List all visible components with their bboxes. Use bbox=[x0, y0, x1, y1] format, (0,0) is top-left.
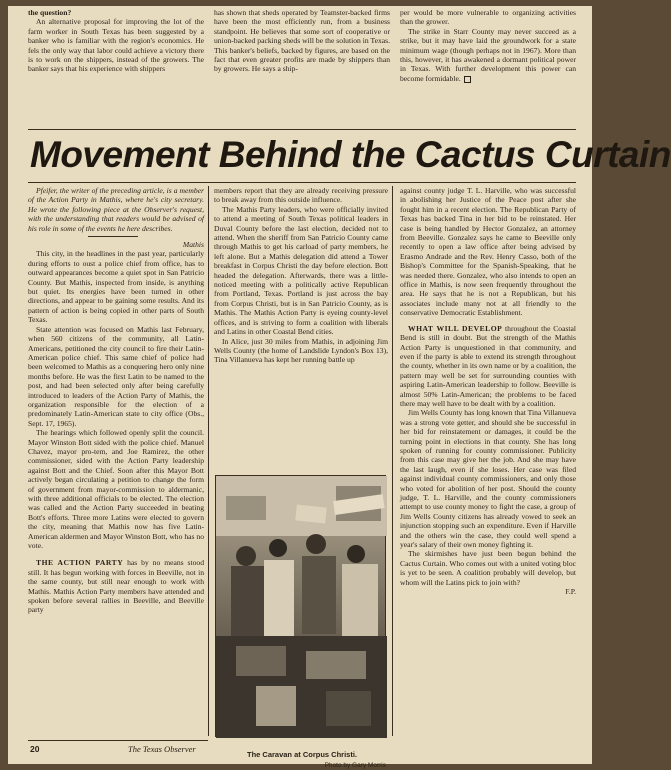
photo-caption: The Caravan at Corpus Christi. bbox=[246, 750, 358, 759]
section-lead-what-will-develop: WHAT WILL DEVELOP bbox=[408, 323, 503, 333]
signoff-initials: F.P. bbox=[565, 587, 576, 597]
headline-rule-top bbox=[28, 129, 576, 130]
col3-paragraph-3: Jim Wells County has long known that Tina Villanueva was a strong vote getter, and should she be successful in her bid for reinstatement or damages, it could be the turning point in elections in that county. She has long spoken of running for county commissioner. Publicity from this case may give her the job. And she may have the last laugh, even if she loses. Her case was filed against individual county commissioners, and only those who voted for abolition of her post. Should the county judge, T. L. Harville, and the county commissioners attempt to use county money to fight the case, a group of Jim Wells County citizens has already vowed to seek an injunction stopping such an expenditure. Even if Harville and the others win the case, they could well spend a year's salary of their own money fighting it. bbox=[400, 408, 576, 550]
col1-paragraph-2: State attention was focused on Mathis last February, when 560 citizens of the community, all Latin-Americans, petitioned the city council to fire their Latin-American police chief. This same chief of police had been welcomed to Mathis as a conquering hero only nine months before. He was the first Latin to be named to the post, and had been selected only after being carefully introduced to leaders of the Action Party of Mathis, the organization responsible for the election of a predominately Latin-American state to city office (Obs., Sept. 17, 1965). bbox=[28, 324, 204, 428]
col1-paragraph-4-text: has by no means stood still. It has begun working with forces in Beeville, not in the same county, but still near enough to work with Mathis. Mathis Action Party members have attended and spoken before several rallies in Beeville, and Beeville party bbox=[28, 558, 204, 615]
col2-paragraph-1: members report that they are already receiving pressure to break away from this outside influence. bbox=[214, 186, 388, 205]
article-column-1 bbox=[28, 186, 204, 615]
col2-paragraph-2: The Mathis Party leaders, who were officially invited to attend a meeting of South Texas political leaders in Duval County before the last election, decided not to attend. When the sheriff from San Patricio County came through Mathis to get his carload of party members, he left alone. But a Mathis delegation did attend a Tower breakfast in Corpus Christi the day before election. Bott headed the delegation. Afterwards, there was a little-noticed meeting with a politically active Republican from Portland, Texas. Portland is just across the bay from Corpus Christi, but is in San Patricio County, as is Mathis. The Mathis Action Party is eyeing county-level offices, and is striving to form a coalition with liberals and Latins in other Coastal Bend cities. bbox=[214, 204, 388, 337]
end-mark-icon bbox=[464, 76, 471, 83]
top-col1-paragraph: An alternative proposal for improving the lot of the farm worker in South Texas has been suggested by a banker who is familiar with the region's economics. He fels the only way that labor could achieve a victory there is to work on the shippers, instead of the growers. The banker says that his experience with shippers bbox=[28, 17, 204, 74]
article-column-3 bbox=[400, 186, 576, 596]
intro-rule bbox=[88, 236, 138, 237]
col3-paragraph-1: against county judge T. L. Harville, who was successful in abolishing her Justice of the Peace post after she fought him in a recent election. The Republican Party of Texas has backed Tina in her bid to be reinstated. Her case is being handled by Hector Gonzalez, an attorney from Beeville. Gonzalez says he came to Beeville only recently to open a law office after being advised by Erasmo Andrade and the Rev. Henry Casso, both of the Bishop's Committee for the Spanish-Speaking, that he was needed there. Gonzalez, who also intends to open an office in Mathis, is now seen frequently throughout the area. He says that he is not a Republican, but his associates include many not at all friendly to the conservative Democratic Establishment. bbox=[400, 186, 576, 318]
article-column-2 bbox=[214, 186, 388, 365]
column-divider-2 bbox=[392, 186, 393, 736]
dateline: Mathis bbox=[182, 240, 204, 250]
top-col2-paragraph: has shown that sheds operated by Teamster-backed firms have been the most efficiently run, from a business standpoint. He believes that some sort of cooperative or union-backed packing sheds will be the solution in Texas. This banker's beliefs, backed by figures, are based on the fact that even greater profits are made by shippers than by growers. He says a ship- bbox=[214, 8, 390, 74]
top-col3-paragraph-2 bbox=[400, 27, 576, 83]
col3-paragraph-2-text: throughout the Coastal Bend is still in doubt. But the strength of the Mathis Action Party is unquestioned in that community, and even if the party is able to extend its strength throughout the county, whether in its own name or by a coalition, the pattern may well be set for surrounding counties with aspiring Latin-American leadership to follow. Beeville is almost 50% Latin-American; the problems to be faced there may well have to be dealt with by a coalition. bbox=[400, 323, 577, 408]
col1-paragraph-3: The hearings which followed openly split the council. Mayor Winston Bott sided with the police chief. Manuel Chavez, mayor pro-tem, and Joe Ramirez, the other commissioner, sided with the Action Party leadership against Bott and the Chief. Soon after this Mayor Bott actively began circulating a petition to change the form of government from mayor-commission to aldermanic, with three additional officials to be elected. The election was called and the Action Party succeeded in beating Bott's efforts. Three more Latins were elected to govern the city, meaning that Mathis now has five Latin-American aldermen and Mayor Winston Bott, who has no vote. bbox=[28, 428, 204, 551]
top-column-2 bbox=[214, 8, 390, 74]
top-column-1 bbox=[28, 8, 204, 74]
section-lead-action-party: THE ACTION PARTY bbox=[36, 558, 124, 568]
headline: Movement Behind the Cactus Curtain bbox=[30, 134, 671, 175]
col1-paragraph-4 bbox=[28, 558, 204, 614]
col3-paragraph-2 bbox=[400, 324, 576, 409]
col1-paragraph-1: This city, in the headlines in the past year, particularly during efforts to oust a police chief from office, has to outward appearances become a quiet spot in San Patricio County. But Mathis, inspected from inside, is anything but quiet. Its energies have been turned in other directions, and appear to be gaining some results. And its pattern of action is being copied in other parts of South Texas. bbox=[28, 249, 204, 325]
crowd-photo-illustration bbox=[216, 476, 387, 738]
top-col3-text: The strike in Starr County may never succeed as a strike, but it may have laid the groundwork for a state minimum wage (though perhaps not in 1967). More than this, however, it has awakened a dormant political power in Texas. With further development this power can become formidable. bbox=[400, 26, 576, 83]
top-col1-lead: the question? bbox=[28, 8, 72, 17]
page-number: 20 bbox=[30, 744, 40, 754]
footer-rule bbox=[28, 740, 208, 741]
top-column-3 bbox=[400, 8, 576, 83]
top-col3-paragraph-1: per would be more vulnerable to organizing activities than the grower. bbox=[400, 8, 576, 27]
column-divider-1 bbox=[208, 186, 209, 736]
col3-paragraph-4: The skirmishes have just been begun behind the Cactus Curtain. Who comes out with a united voting bloc is yet to be seen. A coalition probably will develop, but whom will the Latins pick to join with? bbox=[400, 549, 576, 587]
intro-note: Pfeifer, the writer of the preceding article, is a member of the Action Party in Mathis, where he's city secretary. He wrote the following piece at the Observer's request, with the understanding that readers would be advised of his role in some of the events he here describes. bbox=[28, 186, 204, 233]
publication-name: The Texas Observer bbox=[128, 744, 196, 754]
col2-paragraph-3: In Alice, just 30 miles from Mathis, in adjoining Jim Wells County (the home of Landslide Lyndon's Box 13), Tina Villanueva has kept her running battle up bbox=[214, 336, 388, 365]
headline-rule-bottom bbox=[28, 182, 576, 183]
magazine-page bbox=[8, 6, 671, 769]
photo-credit: Photo by Gary Morris bbox=[324, 762, 386, 769]
caravan-photo bbox=[215, 475, 386, 737]
